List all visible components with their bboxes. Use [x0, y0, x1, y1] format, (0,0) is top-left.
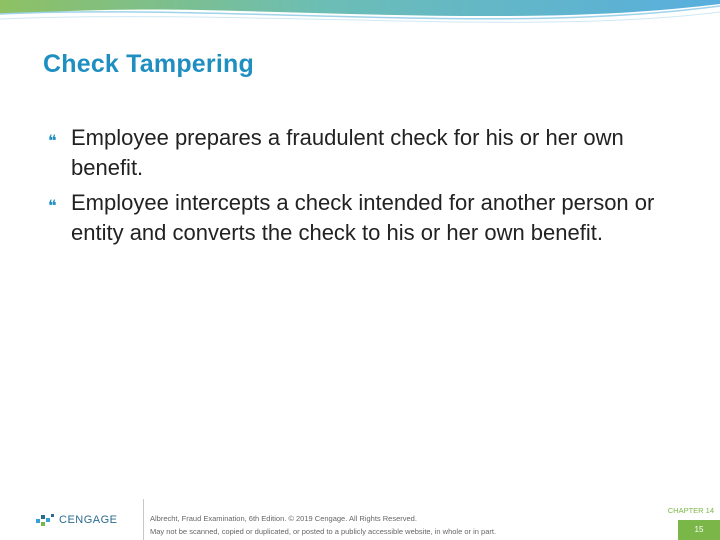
footer-divider — [143, 499, 144, 540]
slide-title: Check Tampering — [43, 50, 254, 78]
chapter-label: CHAPTER 14 — [667, 506, 714, 515]
top-wave-decoration — [0, 0, 720, 30]
bullet-marker-icon: ❝ — [48, 133, 57, 150]
bullet-item — [46, 188, 686, 248]
bullet-marker-icon: ❝ — [48, 198, 57, 215]
footer-copyright-notice: May not be scanned, copied or duplicated, or posted to a publicly accessible website, in whole or in part. — [150, 527, 497, 536]
bullet-item — [46, 123, 686, 183]
logo-text: CENGAGE — [59, 514, 118, 526]
bullet-text: Employee prepares a fraudulent check for his or her own benefit. — [71, 125, 624, 180]
bullet-list — [46, 123, 686, 253]
cengage-mark-icon — [36, 513, 56, 527]
cengage-logo — [36, 513, 118, 527]
footer-citation: Albrecht, Fraud Examination, 6th Edition. © 2019 Cengage. All Rights Reserved. — [150, 514, 417, 523]
bullet-text: Employee intercepts a check intended for another person or entity and converts the check to his or her own benefit. — [71, 190, 655, 245]
page-number: 15 — [678, 520, 720, 540]
